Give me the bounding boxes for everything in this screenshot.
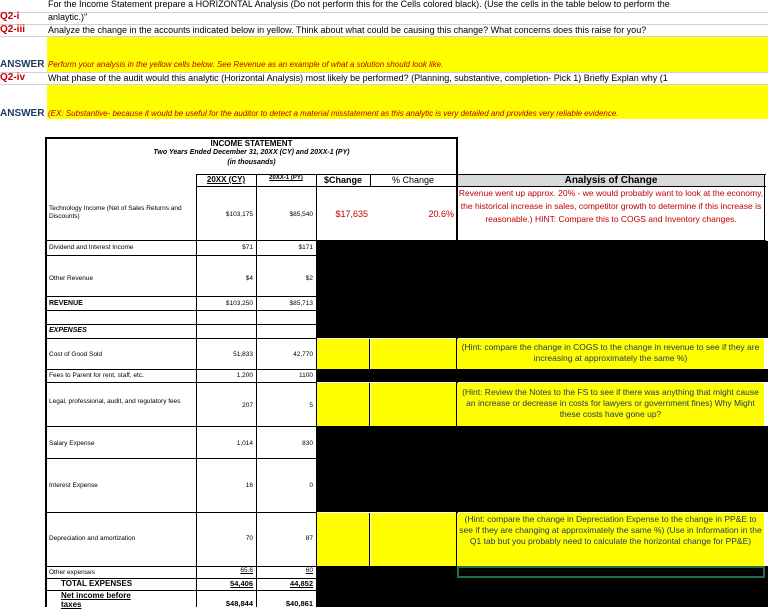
selected-cell[interactable] [457, 566, 765, 578]
black-cell [316, 255, 768, 296]
question-intro-cont: anlaytic.)" [48, 12, 88, 22]
depreciation-cy: 70 [245, 535, 253, 542]
q2iv-text: What phase of the audit would this analytic (Horizontal Analysis) most likely be performed? (Planning, substantive, completion- Pick 1) Briefly Explan why (1 [48, 73, 668, 83]
row-label-other-expenses: Other expenses [49, 569, 95, 576]
row-label-expenses: EXPENSES [49, 327, 87, 334]
row-divider [47, 338, 316, 339]
salary-py: 830 [302, 440, 313, 447]
revenue-py: $85,713 [289, 300, 313, 307]
q2iii-text: Analyze the change in the accounts indicated below in yellow. Think about what could be causing this change? What concerns does this raise for you? [48, 25, 647, 35]
row-label-revenue: REVENUE [49, 300, 83, 307]
dep-pct-cell[interactable] [371, 513, 456, 566]
tech-income-cy: $103,175 [225, 211, 253, 218]
row-label-cogs: Cost of Good Sold [49, 351, 103, 358]
col-divider [196, 174, 197, 607]
row-label-other-revenue: Other Revenue [49, 275, 94, 282]
answer2-label: ANSWER [0, 108, 45, 119]
analysis-revenue[interactable]: Revenue went up approx. 20% - we would probably want to look at the economy, the historical increase in sales, competitor growth to determine if this increase is reasonable.) HINT: Compare this to COGS and Inventory changes. [458, 188, 764, 224]
answer2-text[interactable]: (EX: Substantive- because it would be useful for the auditor to detect a material misstatement as this analytic is very detailed and provides very reliable evidence. [48, 109, 619, 118]
cogs-pct-cell[interactable] [371, 339, 456, 369]
row-divider [47, 382, 316, 383]
col-cy-header: 20XX (CY) [206, 175, 246, 184]
row-divider [47, 458, 316, 459]
hint-cogs[interactable]: (Hint: compare the change in COGS to the change in revenue to see if they are increasing at approximately the same %) [457, 339, 764, 369]
black-cell [316, 241, 768, 255]
cogs-py: 42,770 [293, 351, 313, 358]
row-label-tech-income: Technology Income (Net of Sales Returns and Discounts) [49, 205, 182, 220]
answer1-label: ANSWER [0, 59, 45, 70]
row-label-interest: Interest Expense [49, 482, 98, 489]
legal-change-cell[interactable] [317, 383, 370, 426]
depreciation-py: 87 [305, 535, 313, 542]
cogs-change-cell[interactable] [317, 339, 370, 369]
other-expenses-cy: 65.6 [240, 567, 253, 574]
black-cell [316, 458, 768, 512]
row-label-depreciation: Depreciation and amortization [49, 535, 136, 542]
interest-py: 0 [309, 482, 313, 489]
table-units: (in thousands) [227, 159, 276, 166]
dividend-py: $171 [298, 244, 313, 251]
black-cell [316, 369, 768, 382]
row-label-dividend: Dividend and Interest Income [49, 244, 134, 251]
row-label-fees: Fees to Parent for rent, staff, etc. [49, 372, 144, 379]
black-cell [316, 426, 768, 458]
tech-income-py: $85,540 [289, 211, 313, 218]
hint-depreciation[interactable]: (Hint: compare the change in Depreciation Expense to the change in PP&E to see if they are changing at approximately the same %) (Use in Information in the Q1 tab but you probably need to calculate the horizontal change for PP&E) [457, 513, 764, 566]
col-py-header: 20XX-1 (PY) [269, 175, 303, 181]
question-intro: For the Income Statement prepare a HORIZONTAL Analysis (Do not perform this for the Cells colored black). (Use the cells in the table below to perform the [48, 0, 670, 9]
col-pct-header: % Change [391, 175, 435, 185]
revenue-cy: $103,250 [225, 300, 253, 307]
col-change-header: $Change [323, 175, 362, 185]
row-divider [47, 310, 316, 311]
salary-cy: 1,014 [236, 440, 253, 447]
row-divider [47, 296, 316, 297]
legal-pct-cell[interactable] [371, 383, 456, 426]
col-analysis-header: Analysis of Change [458, 175, 764, 186]
dep-change-cell[interactable] [317, 513, 370, 566]
fees-py: 1100 [299, 372, 313, 379]
row-divider [47, 255, 316, 256]
cogs-cy: 51,833 [233, 351, 253, 358]
tech-income-pct: 20.6% [428, 209, 454, 219]
total-expenses-py: 44,852 [290, 579, 313, 588]
interest-cy: 16 [245, 482, 253, 489]
hint-legal[interactable]: (Hint: Review the Notes to the FS to see if there was anything that might cause an increase or decrease in costs for lawyers or government fines) Why Might these costs have gone up? [457, 383, 764, 426]
row-label-legal: Legal, professional, audit, and regulatory fees [49, 398, 181, 405]
other-revenue-py: $2 [305, 275, 313, 282]
row-label-net-income: Net income before taxes [61, 591, 131, 609]
net-income-py: $40,861 [285, 599, 313, 608]
table-title: INCOME STATEMENT [210, 139, 293, 148]
answer1-text[interactable]: Perform your analysis in the yellow cells below. See Revenue as an example of what a solution should look like. [48, 60, 444, 69]
row-label-salary: Salary Expense [49, 440, 95, 447]
row-label-total-expenses: TOTAL EXPENSES [61, 579, 133, 588]
other-expenses-py: 60 [305, 567, 313, 574]
row-divider [47, 512, 316, 513]
col-divider [764, 174, 765, 240]
black-cell [316, 310, 768, 338]
tech-income-change: $17,635 [335, 209, 368, 219]
q2iv-label: Q2-iv [0, 72, 26, 83]
total-expenses-cy: 54,406 [230, 579, 253, 588]
col-divider [370, 174, 371, 186]
net-income-cy: $48,844 [225, 599, 253, 608]
q2i-label: Q2-i [0, 11, 20, 22]
legal-py: 5 [309, 402, 313, 409]
table-subtitle: Two Years Ended December 31, 20XX (CY) and 20XX-1 (PY) [153, 149, 350, 156]
fees-cy: 1,200 [236, 372, 253, 379]
other-revenue-cy: $4 [245, 275, 253, 282]
dividend-cy: $71 [242, 244, 253, 251]
legal-cy: 207 [242, 402, 253, 409]
black-cell [316, 296, 768, 310]
row-divider [47, 324, 316, 325]
q2iii-label: Q2-iii [0, 24, 26, 35]
col-divider [256, 174, 257, 607]
